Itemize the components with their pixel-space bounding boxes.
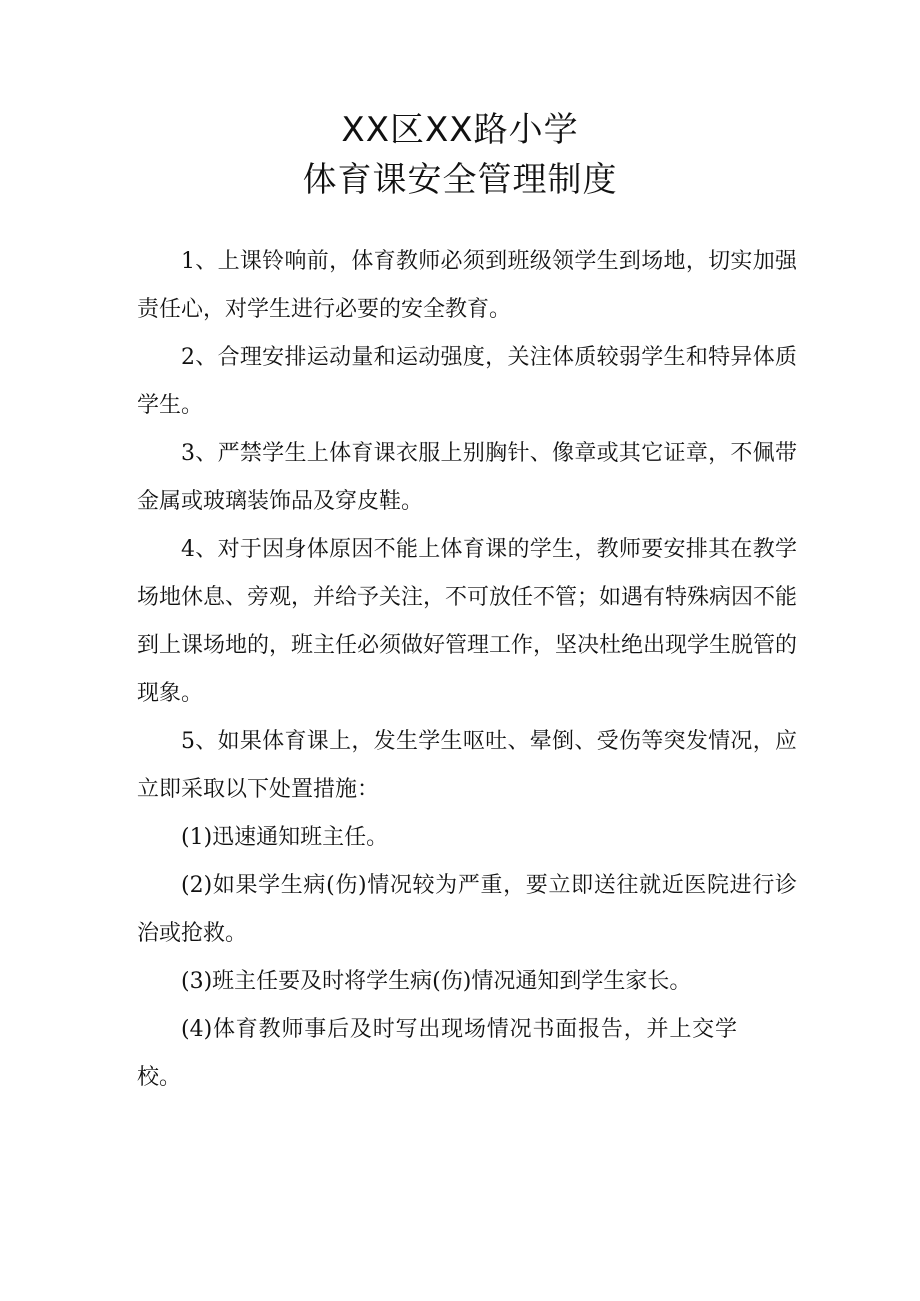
document-title-school: XX区XX路小学 [341, 110, 579, 150]
paragraph-5-item-2: (2)如果学生病(伤)情况较为严重，要立即送往就近医院进行诊治或抢救。 [137, 873, 797, 946]
paragraph-2: 2、合理安排运动量和运动强度，关注体质较弱学生和特异体质学生。 [137, 345, 797, 418]
paragraph-3: 3、严禁学生上体育课衣服上别胸针、像章或其它证章，不佩带金属或玻璃装饰品及穿皮鞋。 [137, 441, 797, 514]
paragraph-4: 4、对于因身体原因不能上体育课的学生，教师要安排其在教学场地休息、旁观，并给予关注，不可放任不管；如遇有特殊病因不能到上课场地的，班主任必须做好管理工作，坚决杜绝出现学生脱管的现象。 [137, 537, 798, 706]
document-title-policy: 体育课安全管理制度 [302, 160, 618, 200]
paragraph-5-item-4: (4)体育教师事后及时写出现场情况书面报告，并上交学校。 [137, 1017, 737, 1090]
paragraph-5: 5、如果体育课上，发生学生呕吐、晕倒、受伤等突发情况，应立即采取以下处置措施： [137, 729, 797, 802]
document-body [137, 238, 797, 1102]
paragraph-5-item-3: (3)班主任要及时将学生病(伤)情况通知到学生家长。 [181, 969, 692, 994]
paragraph-1: 1、上课铃响前，体育教师必须到班级领学生到场地，切实加强责任心，对学生进行必要的安全教育。 [137, 249, 797, 322]
paragraph-5-item-1: (1)迅速通知班主任。 [181, 825, 389, 850]
